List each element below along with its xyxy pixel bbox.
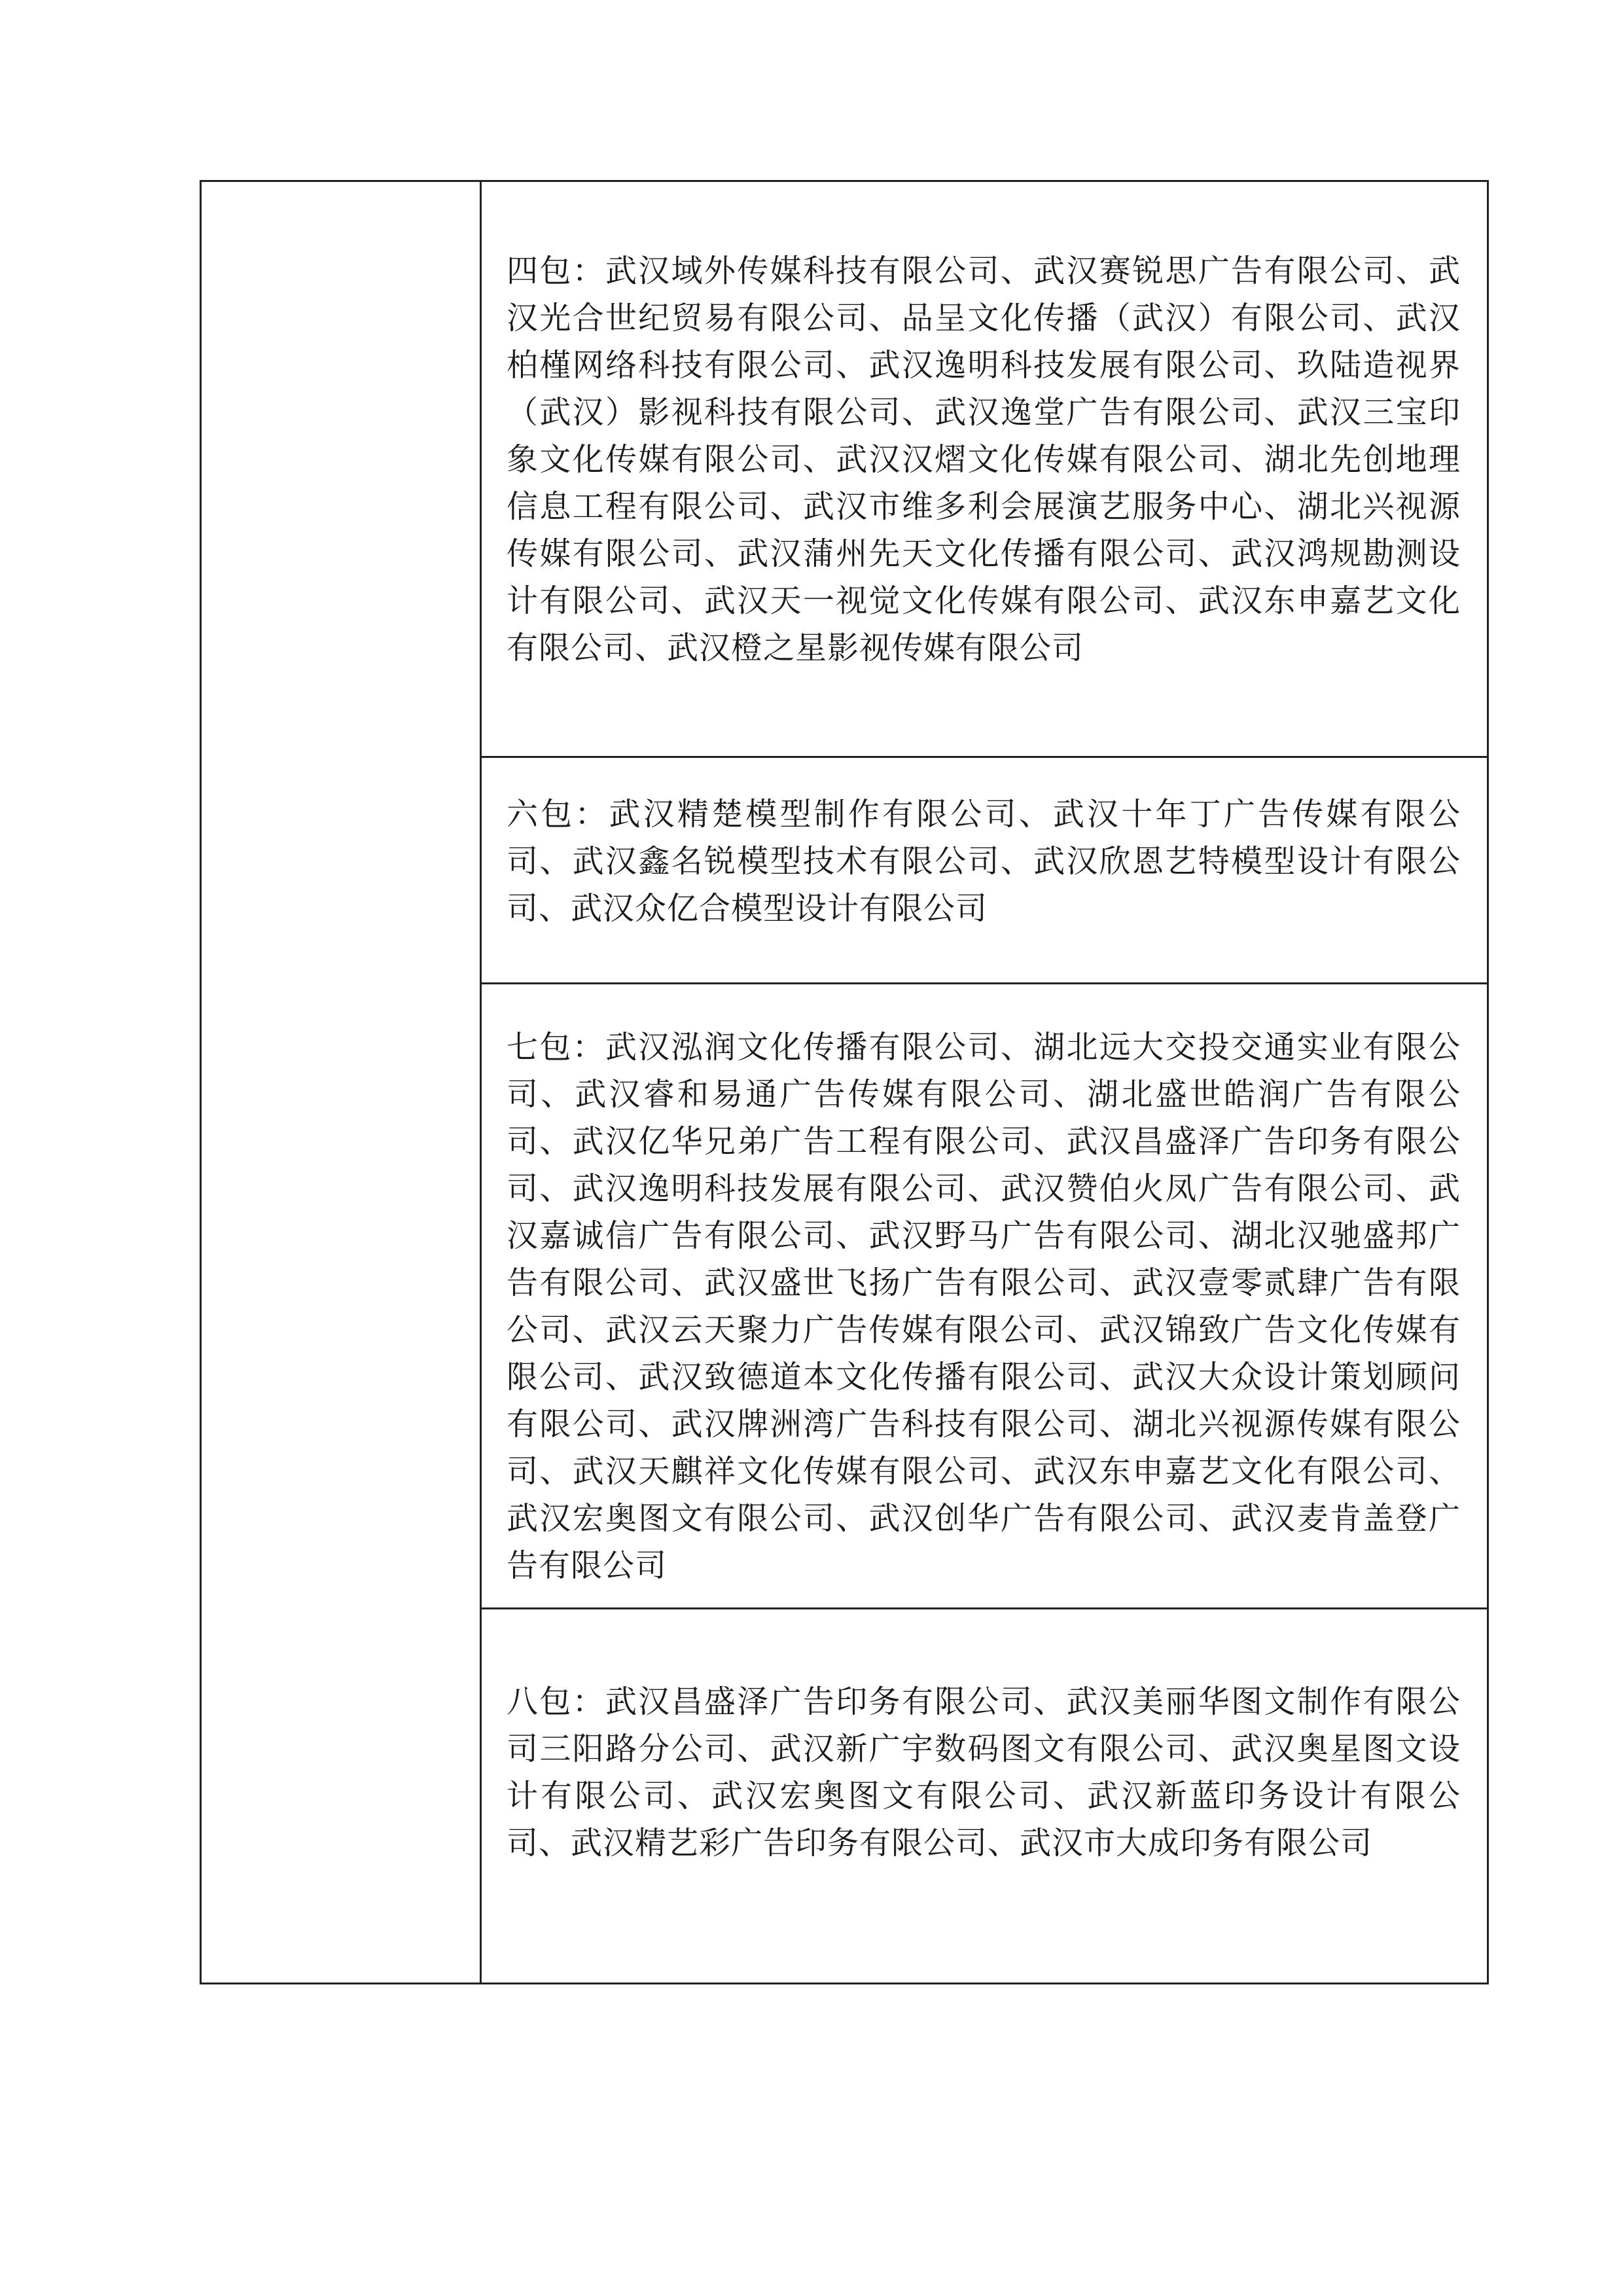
package-4-cell xyxy=(482,182,1487,758)
package-7-text: 七包：武汉泓润文化传播有限公司、湖北远大交投交通实业有限公司、武汉睿和易通广告传媒有限公司、湖北盛世皓润广告有限公司、武汉亿华兄弟广告工程有限公司、武汉昌盛泽广告印务有限公司、武汉逸明科技发展有限公司、武汉赞伯火凤广告有限公司、武汉嘉诚信广告有限公司、武汉野马广告有限公司、湖北汉驰盛邦广告有限公司、武汉盛世飞扬广告有限公司、武汉壹零贰肆广告有限公司、武汉云天聚力广告传媒有限公司、武汉锦致广告文化传媒有限公司、武汉致德道本文化传播有限公司、武汉大众设计策划顾问有限公司、武汉牌洲湾广告科技有限公司、湖北兴视源传媒有限公司、武汉天麒祥文化传媒有限公司、武汉东申嘉艺文化有限公司、武汉宏奥图文有限公司、武汉创华广告有限公司、武汉麦肯盖登广告有限公司 xyxy=(507,1029,1461,1584)
table-left-column xyxy=(202,182,482,1982)
package-6-cell xyxy=(482,758,1487,984)
package-8-text: 八包：武汉昌盛泽广告印务有限公司、武汉美丽华图文制作有限公司三阳路分公司、武汉新广宇数码图文有限公司、武汉奥星图文设计有限公司、武汉宏奥图文有限公司、武汉新蓝印务设计有限公司、武汉精艺彩广告印务有限公司、武汉市大成印务有限公司 xyxy=(507,1683,1461,1861)
package-7-cell xyxy=(482,984,1487,1609)
package-8-cell xyxy=(482,1609,1487,1982)
package-4-text: 四包：武汉域外传媒科技有限公司、武汉赛锐思广告有限公司、武汉光合世纪贸易有限公司、品呈文化传播（武汉）有限公司、武汉柏槿网络科技有限公司、武汉逸明科技发展有限公司、玖陆造视界（武汉）影视科技有限公司、武汉逸堂广告有限公司、武汉三宝印象文化传媒有限公司、武汉汉熠文化传媒有限公司、湖北先创地理信息工程有限公司、武汉市维多利会展演艺服务中心、湖北兴视源传媒有限公司、武汉蒲州先天文化传播有限公司、武汉鸿规勘测设计有限公司、武汉天一视觉文化传媒有限公司、武汉东申嘉艺文化有限公司、武汉橙之星影视传媒有限公司 xyxy=(507,253,1461,666)
package-6-text: 六包：武汉精楚模型制作有限公司、武汉十年丁广告传媒有限公司、武汉鑫名锐模型技术有限公司、武汉欣恩艺特模型设计有限公司、武汉众亿合模型设计有限公司 xyxy=(507,796,1461,927)
supplier-table xyxy=(200,180,1489,1984)
table-right-column xyxy=(482,182,1487,1982)
